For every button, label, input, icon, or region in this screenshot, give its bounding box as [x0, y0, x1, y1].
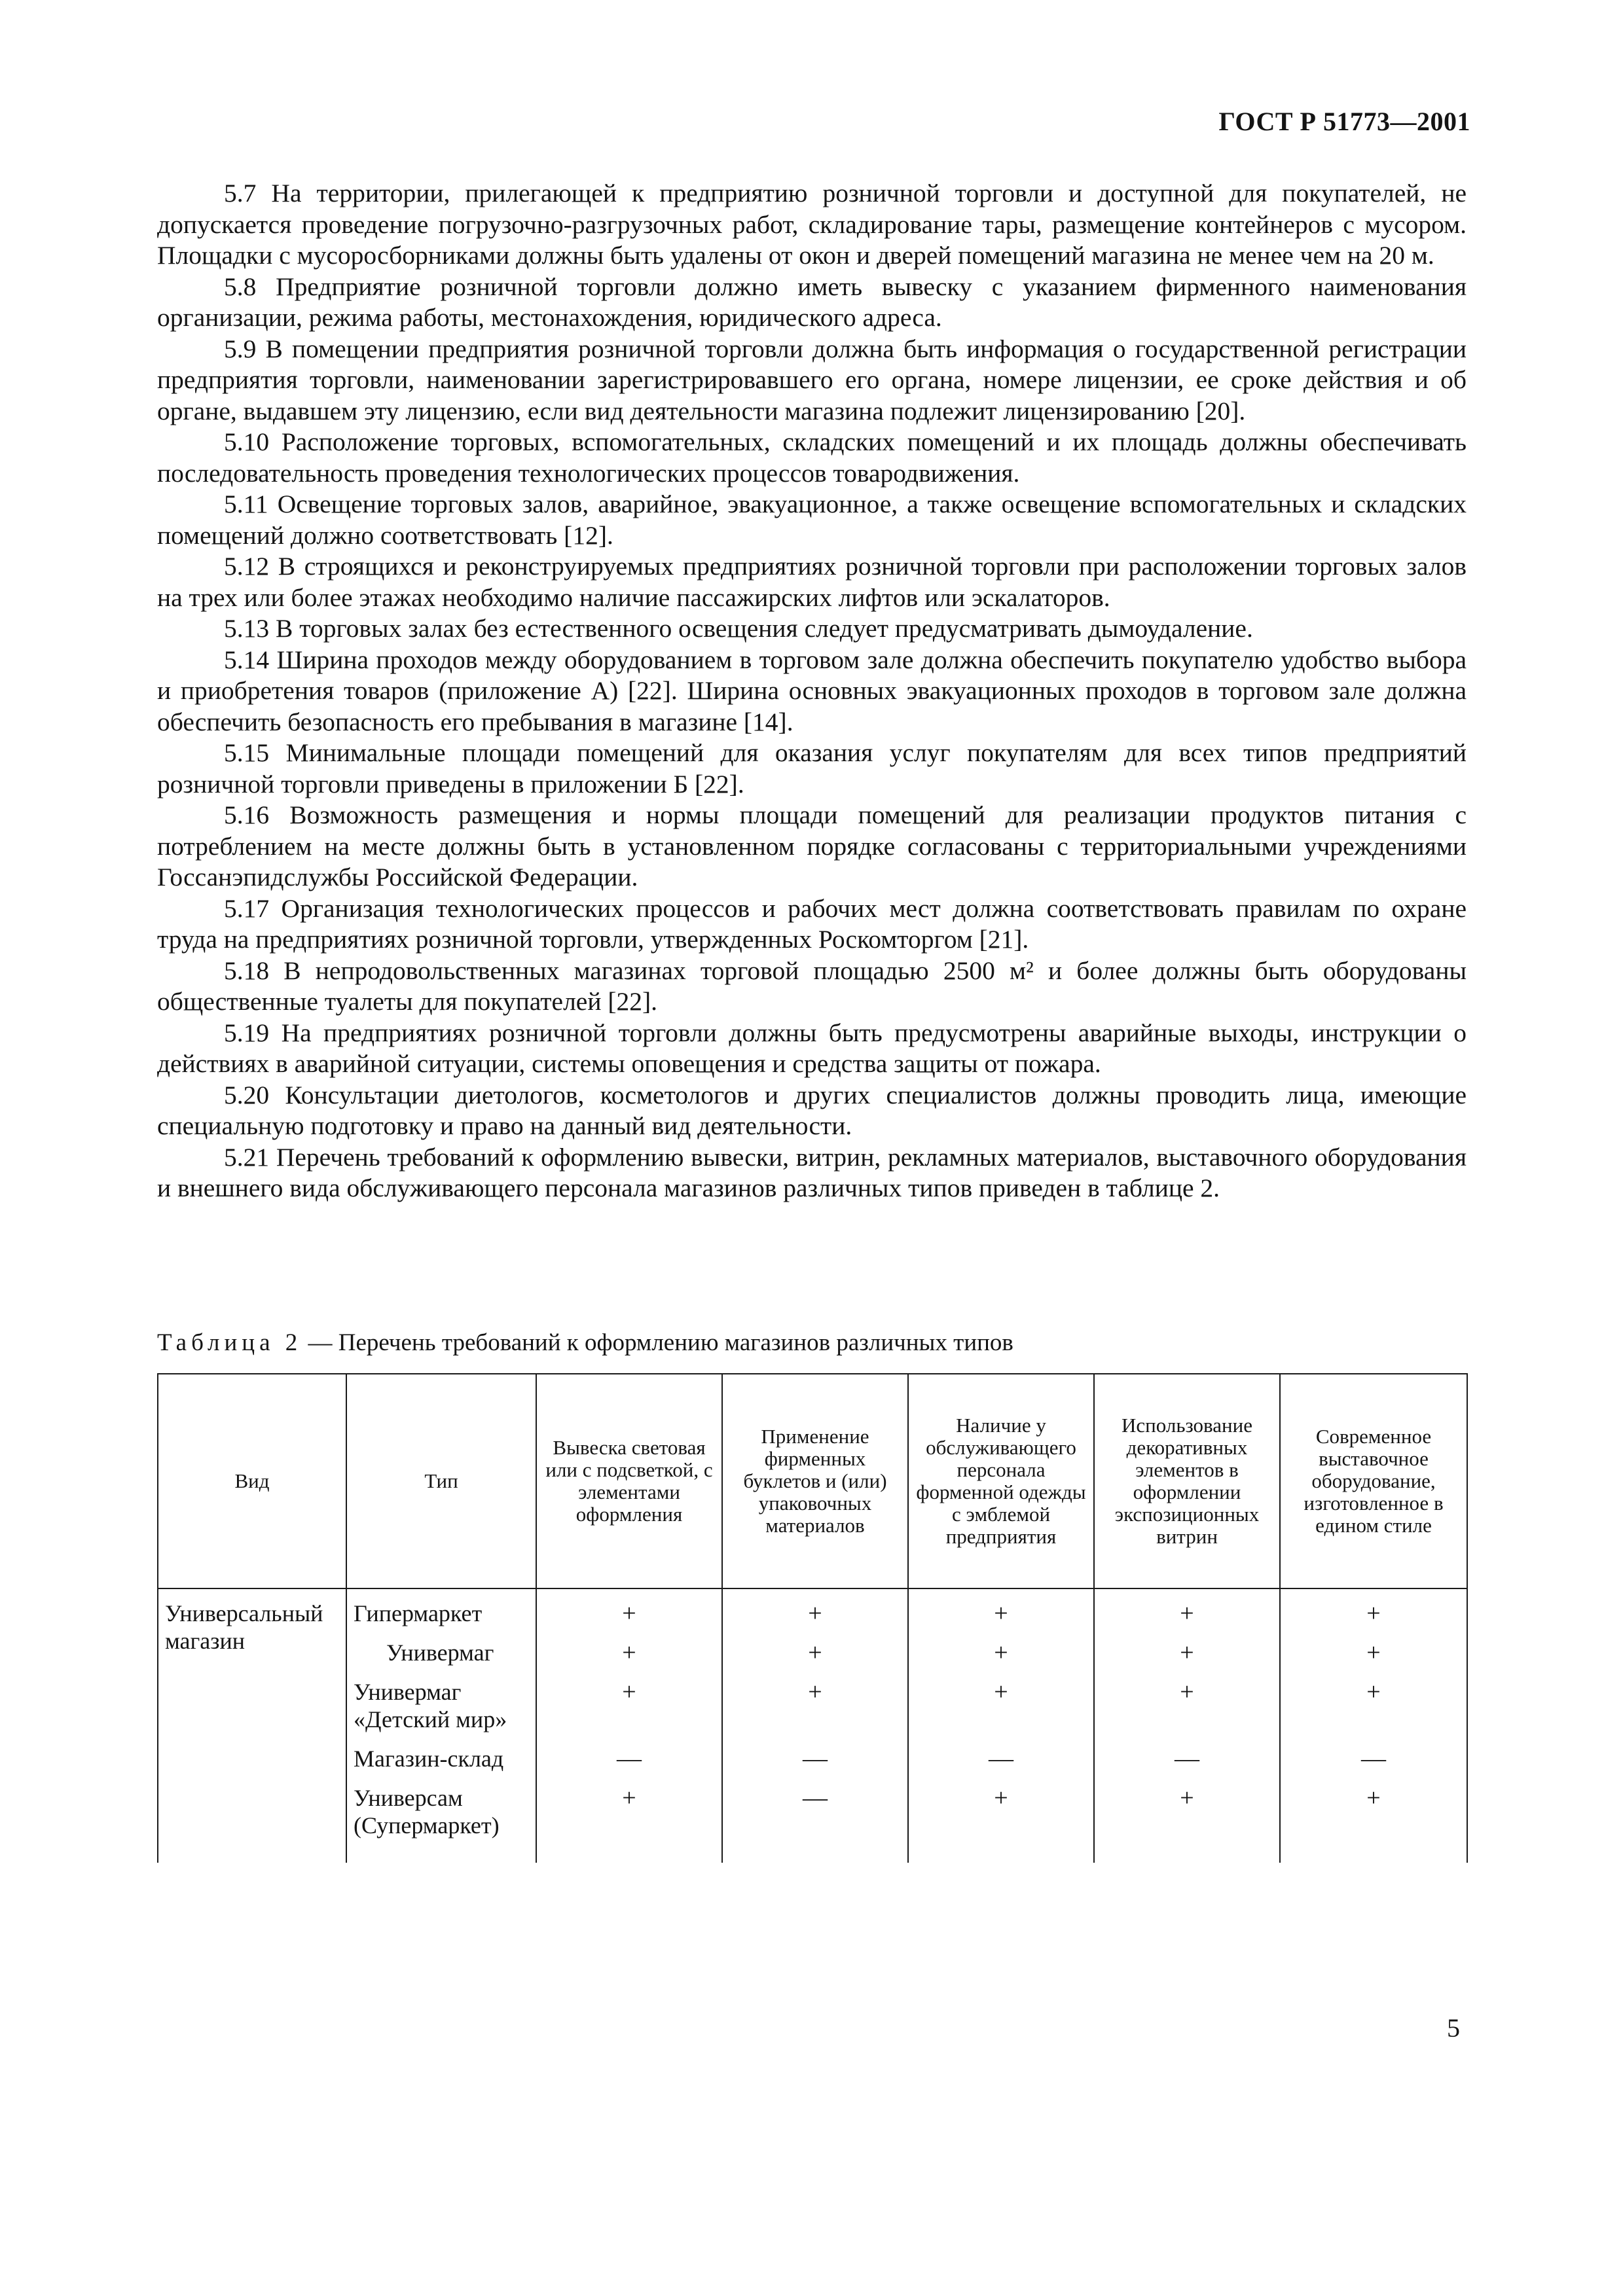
table-row	[158, 1733, 1467, 1772]
row-type: Универмаг	[346, 1627, 536, 1666]
mark-cell: +	[1280, 1772, 1467, 1863]
header-vid: Вид	[158, 1374, 346, 1588]
mark-cell: +	[536, 1588, 722, 1627]
table-row	[158, 1772, 1467, 1863]
table-row	[158, 1627, 1467, 1666]
header-booklets: Применение фирменных буклетов и (или) упаковочных материалов	[722, 1374, 908, 1588]
table-caption-text: — Перечень требований к оформлению магазинов различных типов	[302, 1329, 1013, 1356]
mark-cell: —	[1280, 1733, 1467, 1772]
mark-cell: +	[536, 1772, 722, 1863]
mark-cell: +	[1094, 1666, 1280, 1733]
paragraph-5-15: 5.15 Минимальные площади помещений для оказания услуг покупателям для всех типов предприятий розничной торговли приведены в приложении Б [22].	[157, 738, 1467, 798]
paragraph-5-8: 5.8 Предприятие розничной торговли должно иметь вывеску с указанием фирменного наименования организации, режима работы, местонахождения, юридического адреса.	[157, 272, 1467, 332]
mark-cell: +	[908, 1627, 1094, 1666]
page-number: 5	[1447, 2013, 1460, 2043]
paragraph-5-21: 5.21 Перечень требований к оформлению вывески, витрин, рекламных материалов, выставочного оборудования и внешнего вида обслуживающего персонала магазинов различных типов приведен в таблице 2.	[157, 1142, 1467, 1202]
mark-cell: —	[908, 1733, 1094, 1772]
paragraph-5-7: 5.7 На территории, прилегающей к предприятию розничной торговли и доступной для покупателей, не допускается проведение погрузочно-разгрузочных работ, складирование тары, размещение контейнеров с мусором. Площадки с мусоросборниками должны быть удалены от окон и дверей помещений магазина не менее чем на 20 м.	[157, 179, 1467, 270]
paragraph-5-16: 5.16 Возможность размещения и нормы площади помещений для реализации продуктов питания с потреблением на месте должны быть в установленном порядке согласованы с территориальными учреждениями Госсанэпидслужбы Российской Федерации.	[157, 800, 1467, 891]
table-row	[158, 1588, 1467, 1627]
header-type: Тип	[346, 1374, 536, 1588]
mark-cell: +	[1280, 1666, 1467, 1733]
group-label: Универсальный магазин	[158, 1588, 346, 1863]
paragraph-5-13: 5.13 В торговых залах без естественного освещения следует предусматривать дымоудаление.	[224, 614, 1253, 643]
paragraph-5-12: 5.12 В строящихся и реконструируемых предприятиях розничной торговли при расположении торговых залов на трех или более этажах необходимо наличие пассажирских лифтов или эскалаторов.	[157, 552, 1467, 612]
header-decor: Использование декоративных элементов в оформлении экспозиционных витрин	[1094, 1374, 1280, 1588]
mark-cell: +	[908, 1588, 1094, 1627]
mark-cell: —	[722, 1772, 908, 1863]
mark-cell: +	[722, 1627, 908, 1666]
paragraph-5-10: 5.10 Расположение торговых, вспомогательных, складских помещений и их площадь должны обеспечивать последовательность проведения технологических процессов товародвижения.	[157, 427, 1467, 488]
mark-cell: +	[722, 1588, 908, 1627]
row-type: Универсам (Супермаркет)	[346, 1772, 536, 1863]
paragraph-5-14: 5.14 Ширина проходов между оборудованием в торговом зале должна обеспечить покупателю удобство выбора и приобретения товаров (приложение А) [22]. Ширина основных эвакуационных проходов в торговом зале должна обеспечить безопасность его пребывания в магазине [14].	[157, 645, 1467, 736]
header-equipment: Современное выставочное оборудование, изготовленное в едином стиле	[1280, 1374, 1467, 1588]
row-type: Магазин-склад	[346, 1733, 536, 1772]
table-caption-label: Таблица 2	[157, 1329, 302, 1356]
paragraph-5-19: 5.19 На предприятиях розничной торговли должны быть предусмотрены аварийные выходы, инструкции о действиях в аварийной ситуации, системы оповещения и средства защиты от пожара.	[157, 1018, 1467, 1078]
requirements-table	[157, 1373, 1468, 1863]
mark-cell: —	[536, 1733, 722, 1772]
mark-cell: —	[1094, 1733, 1280, 1772]
paragraph-5-11: 5.11 Освещение торговых залов, аварийное, эвакуационное, а также освещение вспомогательных и складских помещений должно соответствовать [12].	[157, 490, 1467, 550]
mark-cell: +	[1094, 1627, 1280, 1666]
mark-cell: +	[1094, 1772, 1280, 1863]
header-signboard: Вывеска световая или с подсветкой, с элементами оформления	[536, 1374, 722, 1588]
paragraph-5-20: 5.20 Консультации диетологов, косметологов и других специалистов должны проводить лица, имеющие специальную подготовку и право на данный вид деятельности.	[157, 1080, 1467, 1140]
mark-cell: +	[536, 1666, 722, 1733]
document-code: ГОСТ Р 51773—2001	[1218, 107, 1470, 136]
mark-cell: +	[908, 1666, 1094, 1733]
mark-cell: +	[1094, 1588, 1280, 1627]
paragraph-5-17: 5.17 Организация технологических процессов и рабочих мест должна соответствовать правилам по охране труда на предприятиях розничной торговли, утвержденных Роскомторгом [21].	[157, 893, 1467, 954]
body-text	[157, 178, 1467, 1204]
mark-cell: +	[536, 1627, 722, 1666]
row-type: Универмаг «Детский мир»	[346, 1666, 536, 1733]
mark-cell: +	[1280, 1627, 1467, 1666]
mark-cell: —	[722, 1733, 908, 1772]
paragraph-5-18: 5.18 В непродовольственных магазинах торговой площадью 2500 м² и более должны быть оборудованы общественные туалеты для покупателей [22].	[157, 956, 1467, 1016]
row-type: Гипермаркет	[346, 1588, 536, 1627]
table-row	[158, 1666, 1467, 1733]
table-caption	[157, 1329, 1013, 1357]
mark-cell: +	[722, 1666, 908, 1733]
header-uniform: Наличие у обслуживающего персонала форменной одежды с эмблемой предприятия	[908, 1374, 1094, 1588]
paragraph-5-9: 5.9 В помещении предприятия розничной торговли должна быть информация о государственной регистрации предприятия торговли, наименовании зарегистрировавшего его органа, номере лицензии, ее сроке действия и об органе, выдавшем эту лицензию, если вид деятельности магазина подлежит лицензированию [20].	[157, 334, 1467, 425]
mark-cell: +	[1280, 1588, 1467, 1627]
mark-cell: +	[908, 1772, 1094, 1863]
table-header-row	[158, 1374, 1467, 1588]
